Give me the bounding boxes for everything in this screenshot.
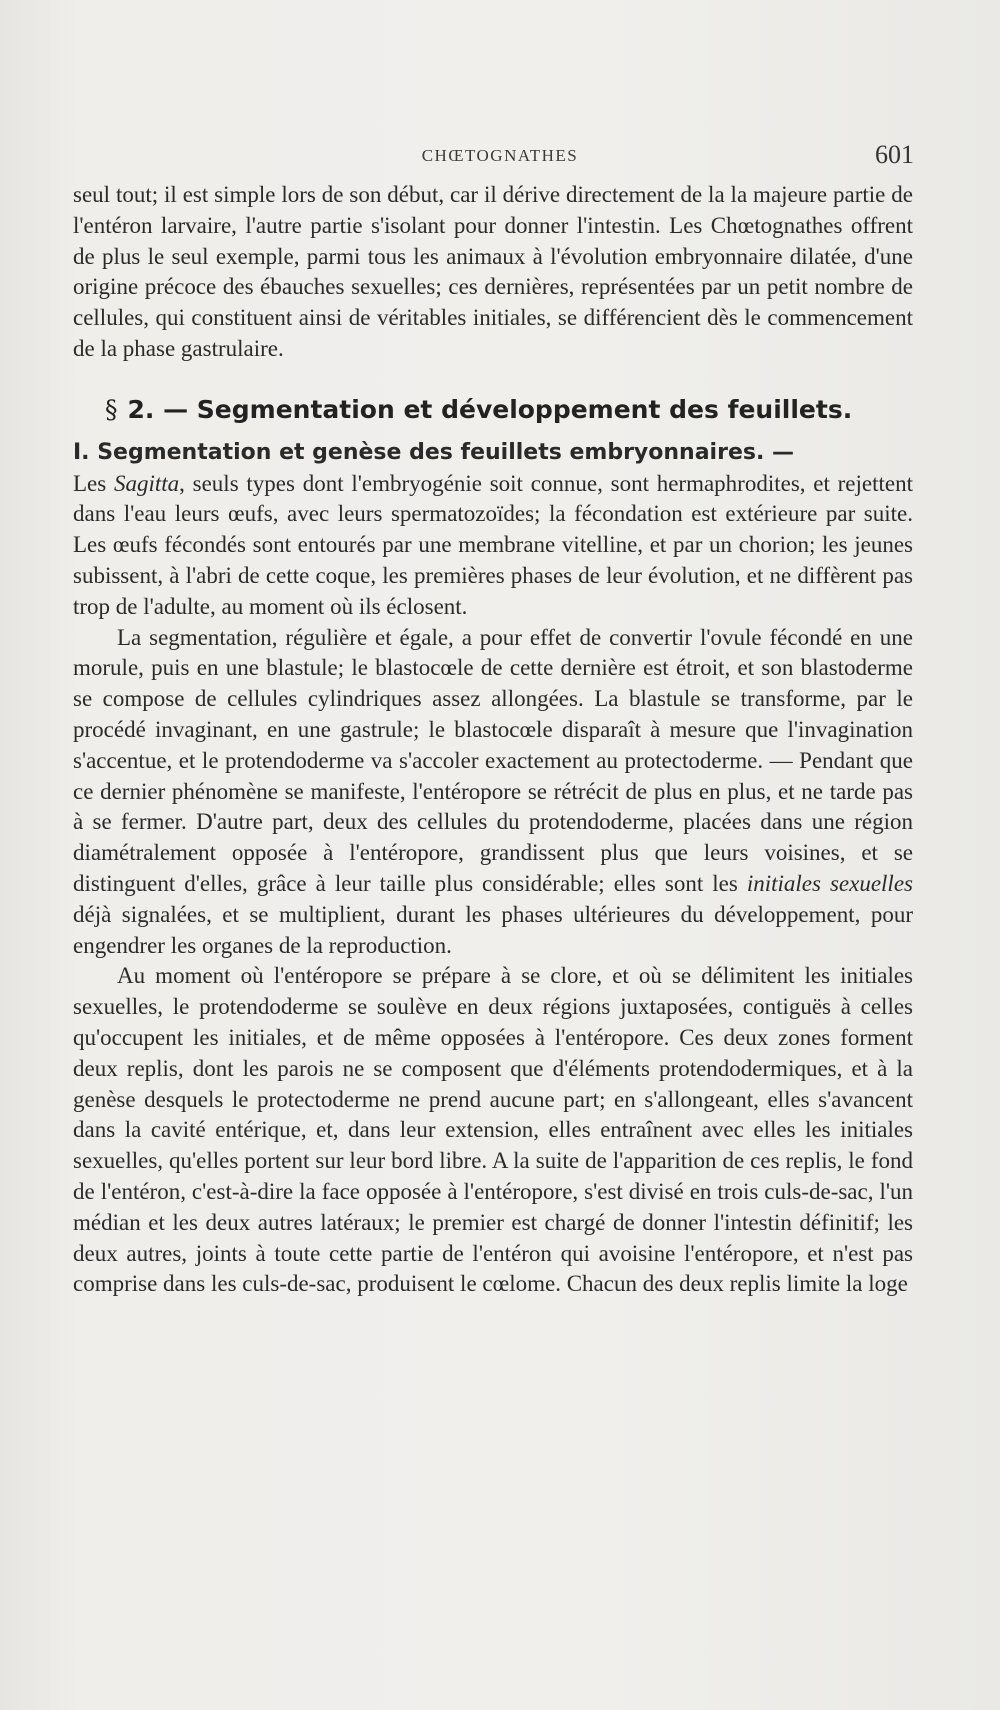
paragraph-3-text-a: La segmentation, régulière et égale, a pour effet de convertir l'ovule fécondé en une morule, puis en une blastule; le blastocœle de cette dernière est étroit, et son blastoderme se compose de cellules cylindriques assez allongées. La blastule se transforme, par le procédé invaginant, en une gastrule; le blastocœle disparaît à mesure que l'invagination s'accentue, et le protendoderme va s'accoler exactement au protectoderme. — Pendant que ce dernier phénomène se manifeste, l'entéropore se rétrécit de plus en plus, et ne tarde pas à se fermer. D'autre part, deux des cellules du protendoderme, placées dans une région diamétralement opposée à l'entéropore, grandissent plus que leurs voisines, et se distinguent d'elles, grâce à leur taille plus considérable; elles sont les (73, 624, 913, 896)
paragraph-4: Au moment où l'entéropore se prépare à se clore, et où se délimitent les initiales sexuelles, le protendoderme se soulève en deux régions juxtaposées, contiguës à celles qu'occupent les initiales, et de même opposées à l'entéropore. Ces deux zones forment deux replis, dont les parois ne se composent que d'éléments protendodermiques, et à la genèse desquels le protectoderme ne prend aucune part; en s'allongeant, elles s'avancent dans la cavité entérique, et, dans leur extension, elles entraînent avec elles les initiales sexuelles, qu'elles portent sur leur bord libre. A la suite de l'apparition de ces replis, le fond de l'entéron, c'est-à-dire la face opposée à l'entéropore, s'est divisé en trois culs-de-sac, l'un médian et les deux autres latéraux; le premier est chargé de donner l'intestin définitif; les deux autres, joints à toute cette partie de l'entéron qui avoisine l'entéropore, et n'est pas comprise dans les culs-de-sac, produisent le cœlome. Chacun des deux replis limite la loge (73, 963, 913, 1297)
paragraph-3 (73, 623, 913, 962)
page-body (73, 180, 913, 1300)
paragraph-2 (73, 437, 913, 623)
paragraph-3-italic: initiales sexuelles (746, 870, 913, 896)
section-sign: § (105, 394, 118, 424)
page-number: 601 (875, 140, 914, 169)
paragraph-2-italic: Sagitta (113, 470, 180, 496)
page-header (0, 140, 1000, 170)
running-title: CHŒTOGNATHES (421, 146, 579, 165)
subsection-title: I. Segmentation et genèse des feuillets embryonnaires. — (73, 439, 794, 465)
section-title: 2. — Segmentation et développement des feuillets. (127, 394, 853, 424)
section-heading (73, 393, 913, 427)
paragraph-2-text-a: Les (73, 470, 114, 496)
paragraph-1: seul tout; il est simple lors de son début, car il dérive directement de la la majeure partie de l'entéron larvaire, l'autre partie s'isolant pour donner l'intestin. Les Chœtognathes offrent de plus le seul exemple, parmi tous les animaux à l'évolution embryonnaire dilatée, d'une origine précoce des ébauches sexuelles; ces dernières, représentées par un petit nombre de cellules, qui constituent ainsi de véritables initiales, se différencient dès le commencement de la phase gastrulaire. (73, 182, 913, 361)
paragraph-3-text-b: déjà signalées, et se multiplient, durant les phases ultérieures du développement, pour engendrer les organes de la reproduction. (73, 901, 913, 958)
paragraph-2-text-b: , seuls types dont l'embryogénie soit connue, sont hermaphrodites, et rejettent dans l'eau leurs œufs, avec leurs spermatozoïdes; la fécondation est extérieure par suite. Les œufs fécondés sont entourés par une membrane vitelline, et par un chorion; les jeunes subissent, à l'abri de cette coque, les premières phases de leur évolution, et ne diffèrent pas trop de l'adulte, au moment où ils éclosent. (73, 470, 913, 619)
